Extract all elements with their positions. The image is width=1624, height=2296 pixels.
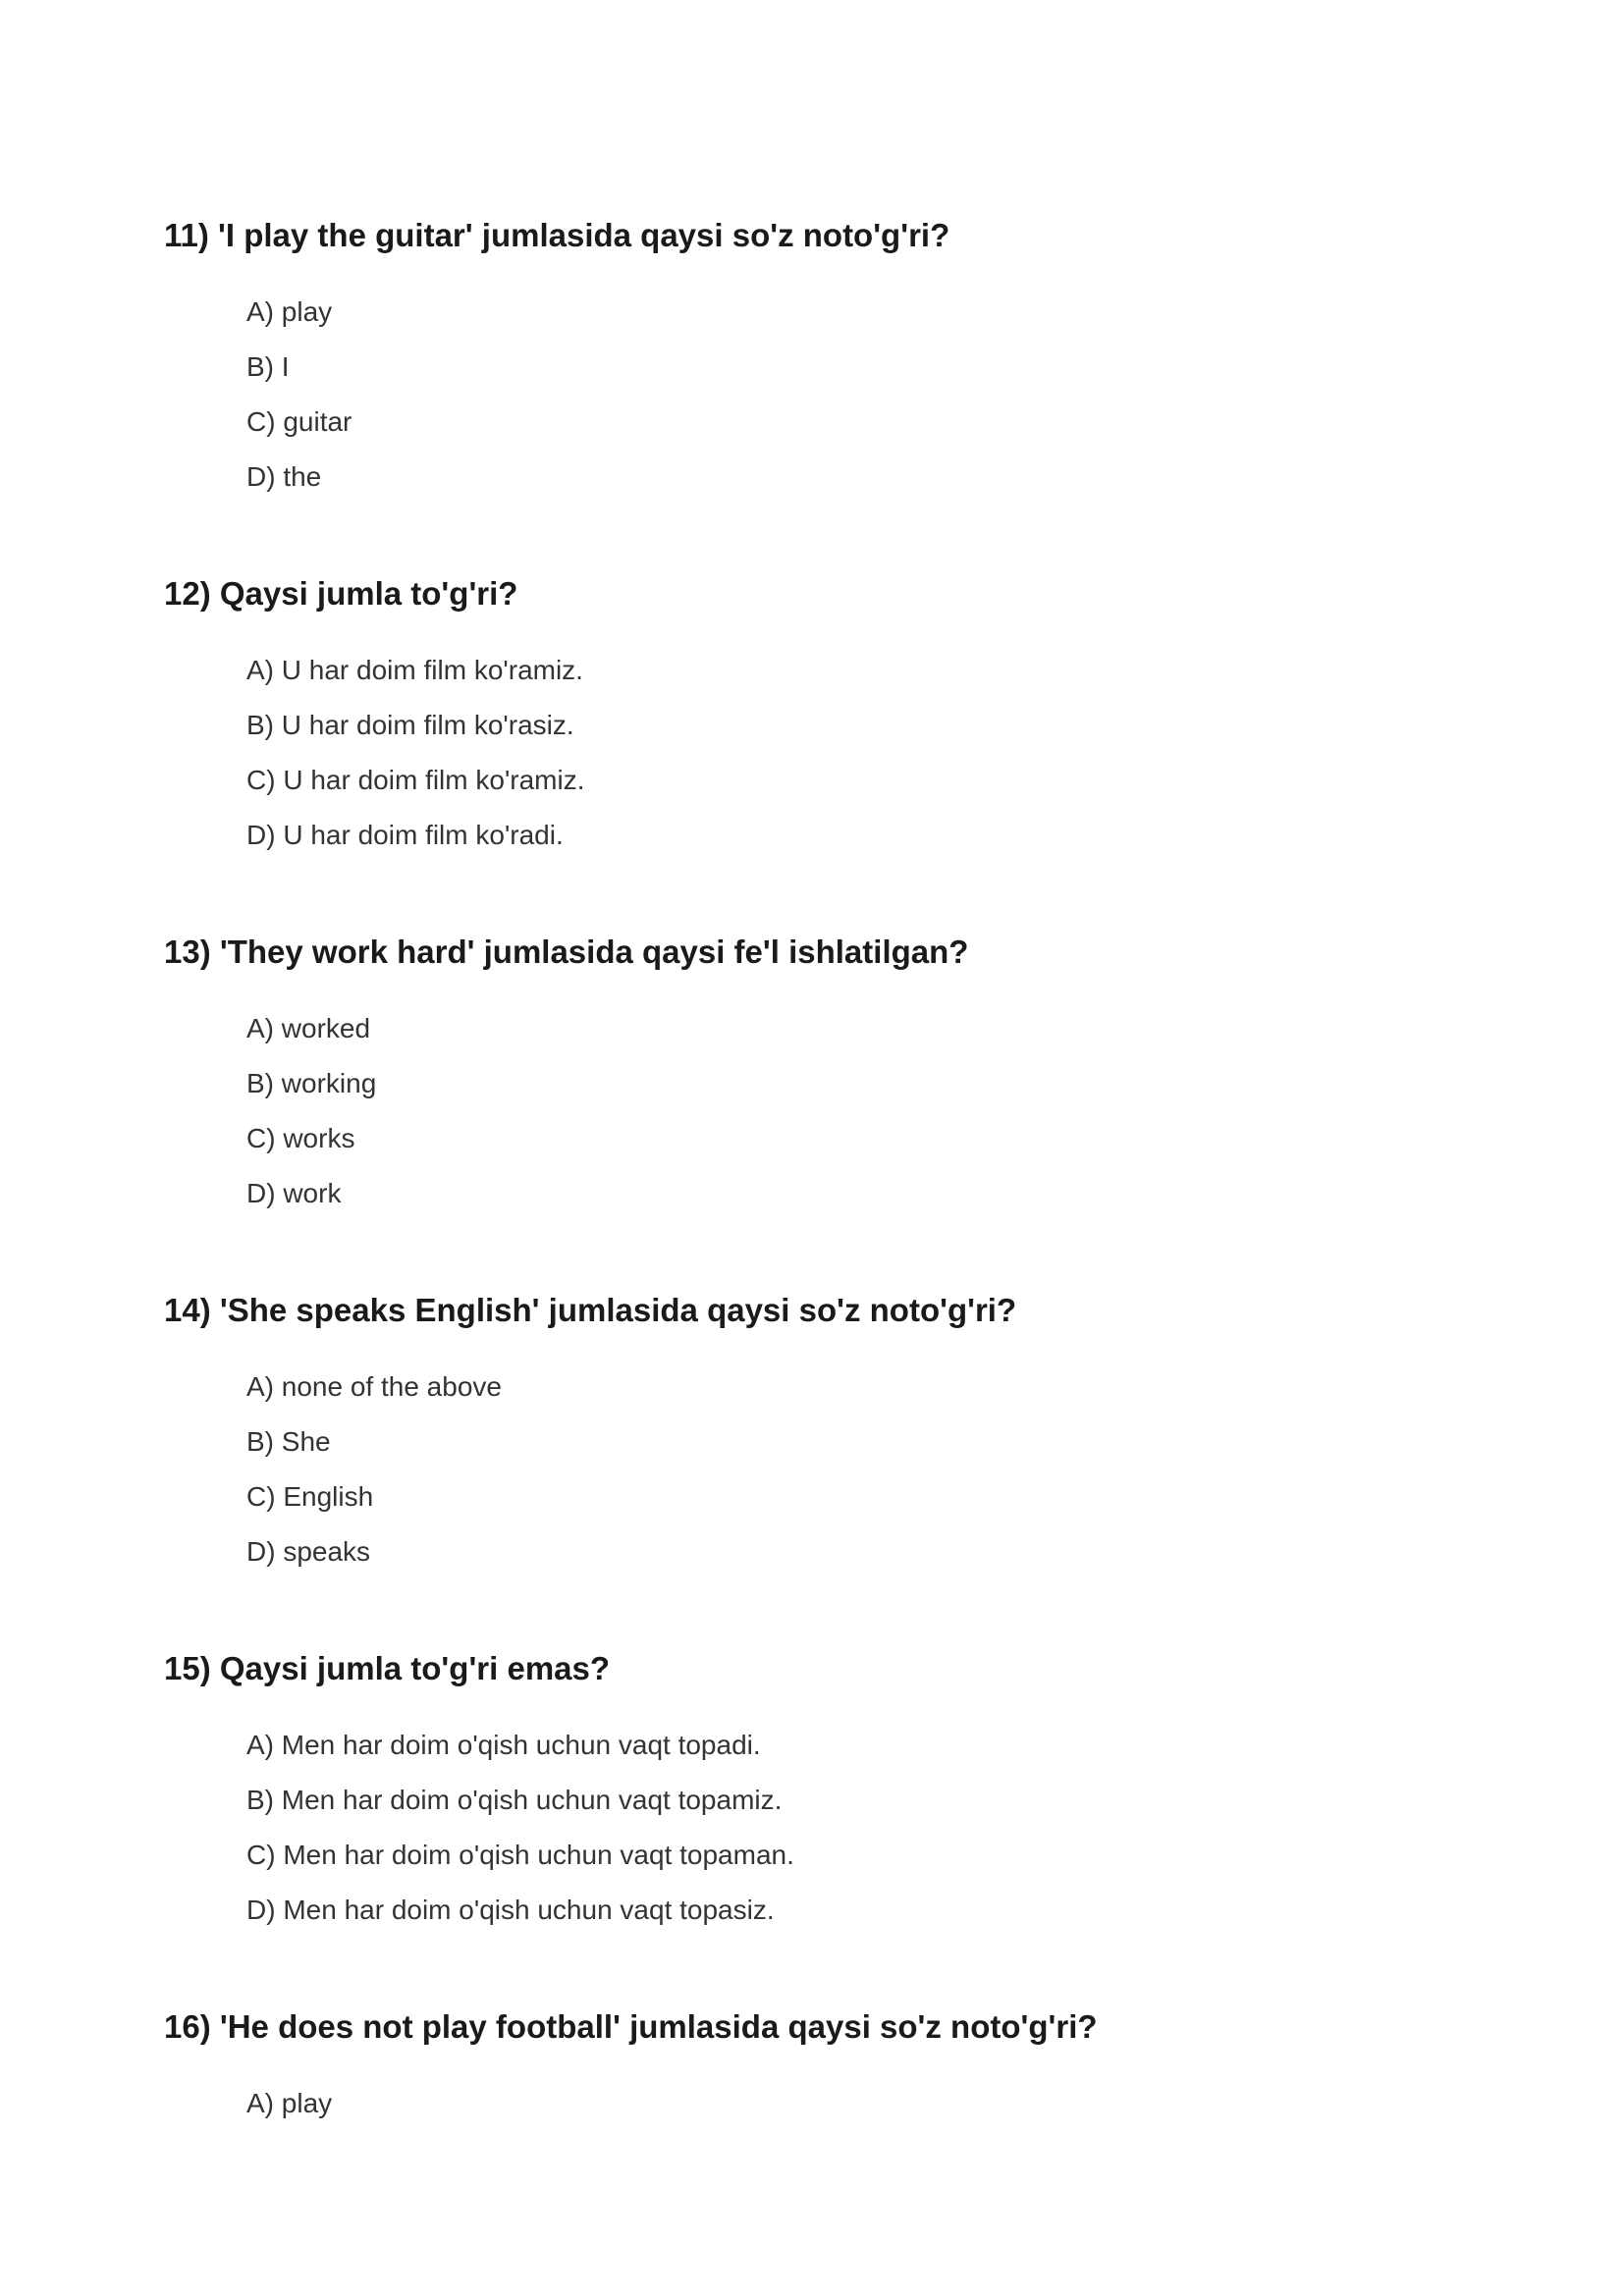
question-title: 16) 'He does not play football' jumlasida qaysi so'z noto'g'ri?: [164, 2008, 1098, 2045]
question-11: [164, 216, 950, 492]
question-title: 11) 'I play the guitar' jumlasida qaysi so'z noto'g'ri?: [164, 217, 950, 253]
option-c: C) guitar: [246, 406, 352, 437]
option-b: B) She: [246, 1426, 331, 1457]
option-list: [246, 1370, 502, 1590]
option-c: C) U har doim film ko'ramiz.: [246, 765, 585, 795]
question-title: 15) Qaysi jumla to'g'ri emas?: [164, 1650, 611, 1686]
option-d: D) the: [246, 461, 322, 492]
question-13: [164, 933, 969, 1208]
option-a: A) none of the above: [246, 1371, 502, 1402]
option-a: A) play: [246, 2088, 333, 2118]
question-14: [164, 1291, 1017, 1567]
option-c: C) English: [246, 1481, 374, 1512]
option-b: B) Men har doim o'qish uchun vaqt topamiz.: [246, 1785, 783, 1815]
question-title: 14) 'She speaks English' jumlasida qaysi so'z noto'g'ri?: [164, 1292, 1017, 1328]
option-a: A) Men har doim o'qish uchun vaqt topadi.: [246, 1730, 761, 1760]
option-b: B) working: [246, 1068, 377, 1098]
question-15: [164, 1649, 794, 1925]
question-title: 12) Qaysi jumla to'g'ri?: [164, 575, 518, 612]
option-a: A) U har doim film ko'ramiz.: [246, 655, 583, 685]
option-b: B) U har doim film ko'rasiz.: [246, 710, 574, 740]
option-c: C) Men har doim o'qish uchun vaqt topaman.: [246, 1840, 794, 1870]
option-list: [246, 2087, 332, 2142]
option-d: D) Men har doim o'qish uchun vaqt topasiz.: [246, 1895, 775, 1925]
option-b: B) I: [246, 351, 290, 382]
question-title: 13) 'They work hard' jumlasida qaysi fe'l ishlatilgan?: [164, 934, 969, 970]
question-16: [164, 2007, 1098, 2118]
option-d: D) work: [246, 1178, 342, 1208]
option-list: [246, 295, 352, 515]
option-d: D) speaks: [246, 1536, 371, 1567]
question-12: [164, 574, 585, 850]
option-a: A) worked: [246, 1013, 371, 1043]
option-c: C) works: [246, 1123, 355, 1153]
option-list: [246, 654, 585, 874]
option-a: A) play: [246, 296, 333, 327]
option-d: D) U har doim film ko'radi.: [246, 820, 564, 850]
option-list: [246, 1729, 794, 1949]
option-list: [246, 1012, 376, 1232]
